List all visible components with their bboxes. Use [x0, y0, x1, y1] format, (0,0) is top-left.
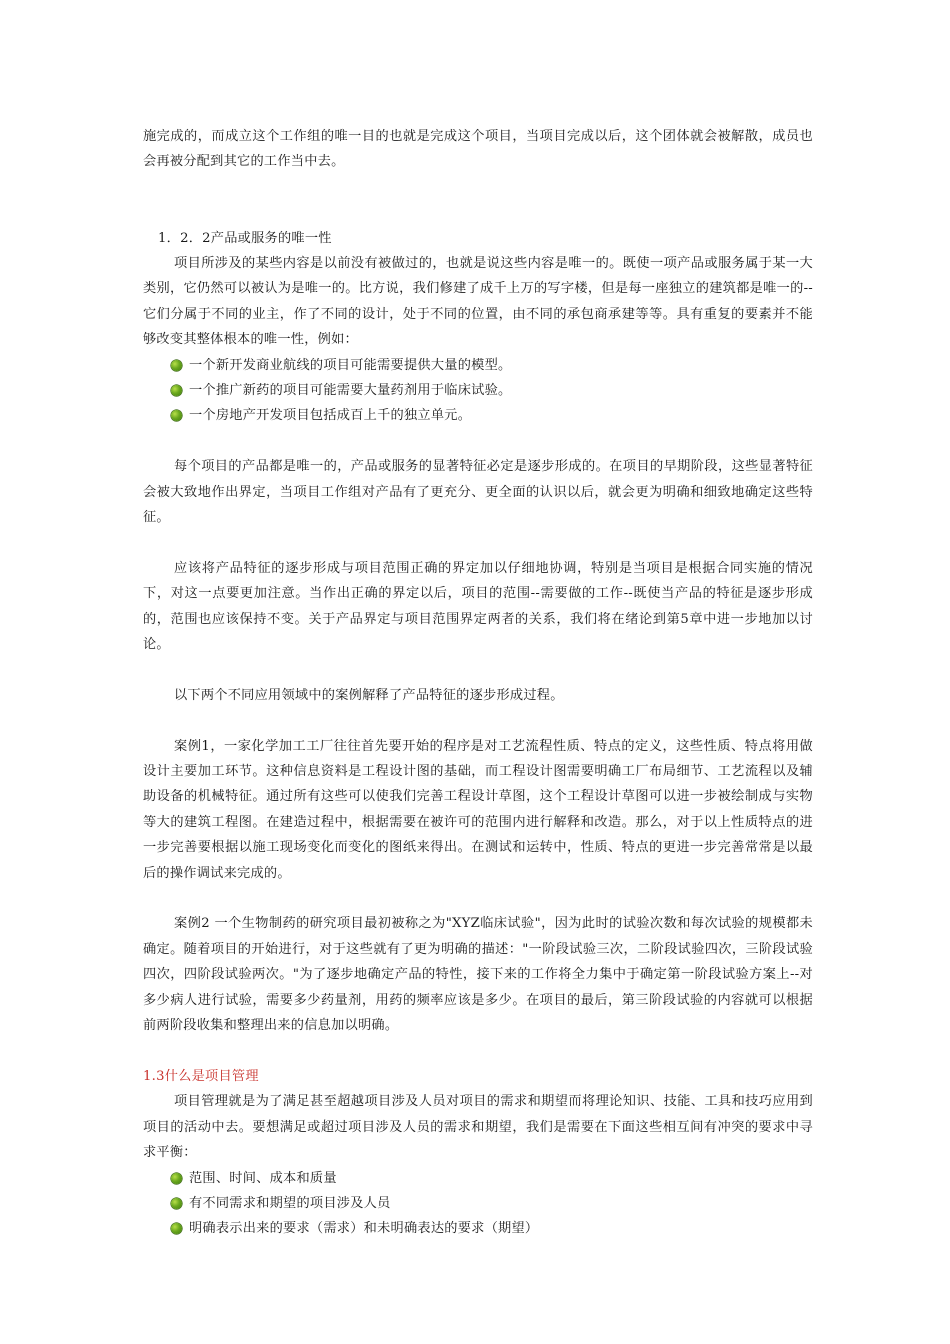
list-item [171, 353, 813, 378]
green-bullet-icon [171, 1198, 182, 1209]
paragraph-case-2: 案例2 一个生物制药的研究项目最初被称之为"XYZ临床试验"，因为此时的试验次数和每次试验的规模都未确定。随着项目的开始进行，对于这些就有了更为明确的描述："一阶段试验三次，二阶段试验四次，三阶段试验四次，四阶段试验两次。"为了逐步地确定产品的特性，接下来的工作将全力集中于确定第一阶段试验方案上--对多少病人进行试验，需要多少药量剂，用药的频率应该是多少。在项目的最后，第三阶段试验的内容就可以根据前两阶段收集和整理出来的信息加以明确。 [143, 916, 813, 1034]
list-item-text: 一个推广新药的项目可能需要大量药剂用于临床试验。 [189, 383, 512, 399]
bullet-list-examples [143, 353, 813, 429]
green-bullet-icon [171, 1173, 182, 1184]
list-item [171, 403, 813, 428]
list-item [171, 378, 813, 403]
green-bullet-icon [171, 1223, 182, 1234]
list-item [171, 1166, 813, 1191]
bullet-list-balance [143, 1166, 813, 1242]
paragraph-progressive-elaboration: 每个项目的产品都是唯一的，产品或服务的显著特征必定是逐步形成的。在项目的早期阶段，这些显著特征会被大致地作出界定，当项目工作组对产品有了更充分、更全面的认识以后，就会更为明确和细致地确定这些特征。 [143, 459, 813, 526]
spacer [143, 530, 813, 555]
paragraph-cases-intro: 以下两个不同应用领域中的案例解释了产品特征的逐步形成过程。 [174, 687, 564, 703]
list-item [171, 1216, 813, 1241]
spacer [143, 175, 813, 200]
paragraph-intro-continuation: 施完成的，而成立这个工作组的唯一目的也就是完成这个项目，当项目完成以后，这个团体就会被解散，成员也会再被分配到其它的工作当中去。 [143, 129, 813, 170]
spacer [143, 429, 813, 454]
list-item-text: 范围、时间、成本和质量 [189, 1170, 337, 1186]
spacer [143, 1039, 813, 1064]
paragraph-uniqueness: 项目所涉及的某些内容是以前没有被做过的，也就是说这些内容是唯一的。既使一项产品或服务属于某一大类别，它仍然可以被认为是唯一的。比方说，我们修建了成千上万的写字楼，但是每一座独立的建筑都是唯一的--它们分属于不同的业主，作了不同的设计，处于不同的位置，由不同的承包商承建等等。具有重复的要素并不能够改变其整体根本的唯一性，例如： [143, 256, 813, 348]
section-heading-1-2-2: 1．2．2产品或服务的唯一性 [158, 230, 332, 246]
list-item-text: 明确表示出来的要求（需求）和未明确表达的要求（期望） [189, 1221, 539, 1237]
spacer [143, 657, 813, 682]
document-page [143, 124, 813, 1242]
list-item [171, 1191, 813, 1216]
paragraph-case-1: 案例1，一家化学加工工厂往往首先要开始的程序是对工艺流程性质、特点的定义，这些性质、特点将用做设计主要加工环节。这种信息资料是工程设计图的基础，而工程设计图需要明确工厂布局细节、工艺流程以及辅助设备的机械特征。通过所有这些可以使我们完善工程设计草图，这个工程设计草图可以进一步被绘制成与实物等大的建筑工程图。在建造过程中，根据需要在被许可的范围内进行解释和改造。那么，对于以上性质特点的进一步完善要根据以施工现场变化而变化的图纸来得出。在测试和运转中，性质、特点的更进一步完善常常是以最后的操作调试来完成的。 [143, 738, 813, 881]
green-bullet-icon [171, 360, 182, 371]
spacer [143, 886, 813, 911]
paragraph-scope-coordination: 应该将产品特征的逐步形成与项目范围正确的界定加以仔细地协调，特别是当项目是根据合同实施的情况下，对这一点要更加注意。当作出正确的界定以后，项目的范围--需要做的工作--既使当产品的特征是逐步形成的，范围也应该保持不变。关于产品界定与项目范围界定两者的关系，我们将在绪论到第5章中进一步地加以讨论。 [143, 560, 813, 653]
spacer [143, 200, 813, 225]
green-bullet-icon [171, 410, 182, 421]
list-item-text: 一个房地产开发项目包括成百上千的独立单元。 [189, 408, 472, 424]
list-item-text: 有不同需求和期望的项目涉及人员 [189, 1195, 391, 1211]
paragraph-project-management: 项目管理就是为了满足甚至超越项目涉及人员对项目的需求和期望而将理论知识、技能、工具和技巧应用到项目的活动中去。要想满足或超过项目涉及人员的需求和期望，我们是需要在下面这些相互间有冲突的要求中寻求平衡： [143, 1094, 813, 1161]
list-item-text: 一个新开发商业航线的项目可能需要提供大量的模型。 [189, 357, 512, 373]
spacer [143, 708, 813, 733]
green-bullet-icon [171, 385, 182, 396]
section-heading-1-3: 1.3什么是项目管理 [143, 1068, 259, 1084]
